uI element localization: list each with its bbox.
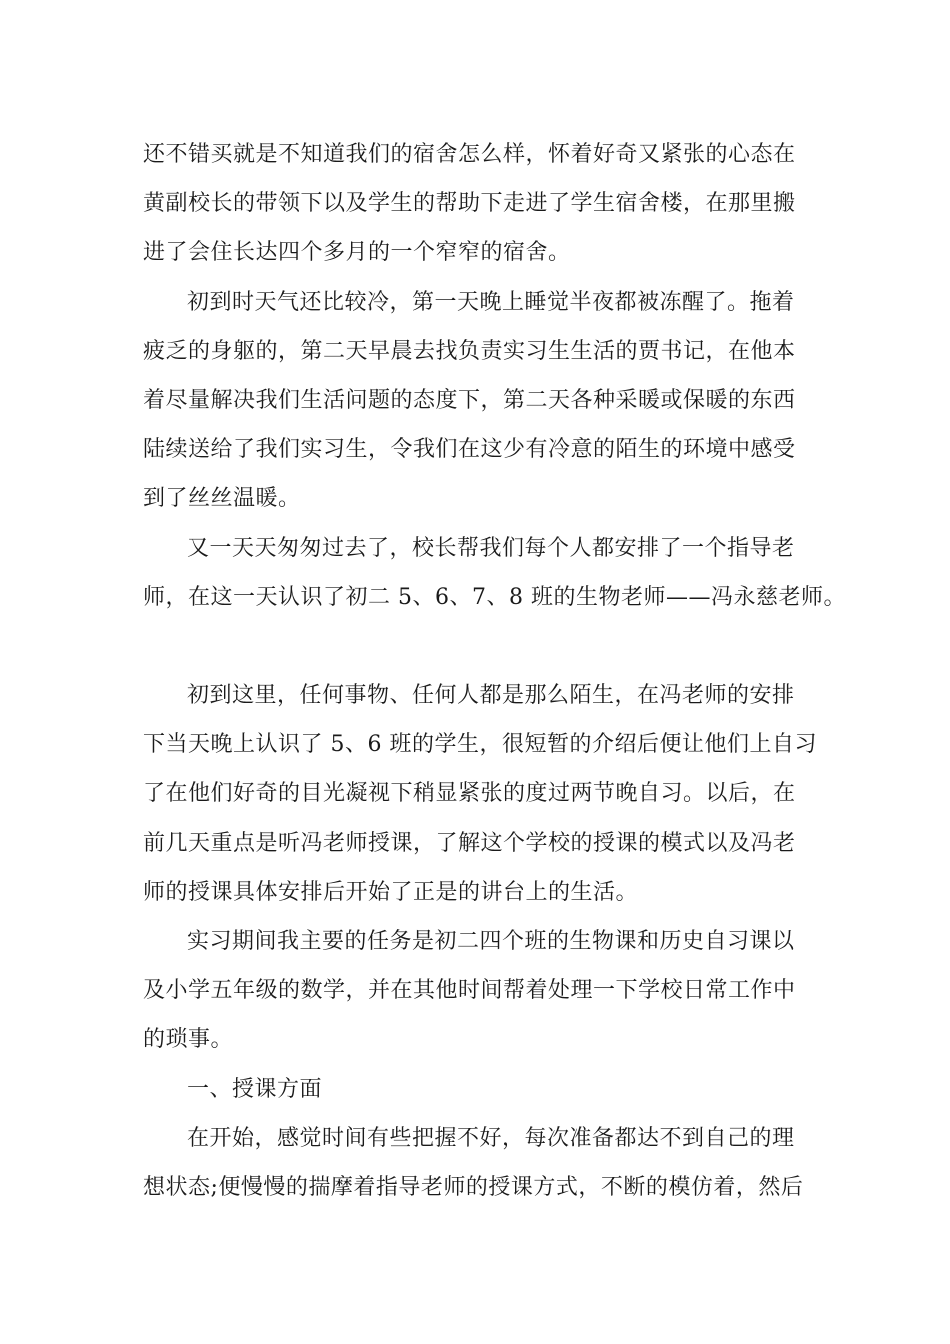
text-line: 实习期间我主要的任务是初二四个班的生物课和历史自习课以 (187, 929, 795, 954)
text-line: 又一天天匆匆过去了，校长帮我们每个人都安排了一个指导老 (187, 535, 795, 561)
text-line: 及小学五年级的数学，并在其他时间帮着处理一下学校日常工作中 (143, 978, 796, 1004)
text-line: 想状态;便慢慢的揣摩着指导老师的授课方式，不断的模仿着，然后 (143, 1174, 804, 1200)
text-line: 陆续送给了我们实习生，令我们在这少有冷意的陌生的环境中感受 (143, 437, 796, 463)
text-line: 了在他们好奇的目光凝视下稍显紧张的度过两节晚自习。以后，在 (143, 781, 796, 807)
text-line: 前几天重点是听冯老师授课，了解这个学校的授课的模式以及冯老 (143, 830, 796, 856)
text-line: 初到这里，任何事物、任何人都是那么陌生，在冯老师的安排 (187, 683, 795, 709)
text-line: 师的授课具体安排后开始了正是的讲台上的生活。 (143, 879, 639, 905)
document-body (143, 130, 846, 1212)
text-line: 疲乏的身躯的，第二天早晨去找负责实习生生活的贾书记，在他本 (143, 338, 796, 364)
text-line: 在开始，感觉时间有些把握不好，每次准备都达不到自己的理 (187, 1125, 795, 1151)
text-line: 黄副校长的带领下以及学生的帮助下走进了学生宿舍楼，在那里搬 (143, 191, 796, 217)
text-line: 下当天晚上认识了 5、6 班的学生，很短暂的介绍后便让他们上自习 (143, 732, 817, 758)
text-line: 还不错买就是不知道我们的宿舍怎么样，怀着好奇又紧张的心态在 (143, 142, 796, 167)
paragraph-gap (143, 622, 823, 671)
text-line: 的琐事。 (143, 1027, 234, 1053)
text-line: 着尽量解决我们生活问题的态度下，第二天各种采暖或保暖的东西 (143, 387, 796, 413)
text-line: 初到时天气还比较冷，第一天晚上睡觉半夜都被冻醒了。拖着 (187, 289, 795, 315)
text-line: 到了丝丝温暖。 (143, 486, 301, 512)
section-heading: 一、授课方面 (187, 1076, 323, 1102)
text-line: 师，在这一天认识了初二 5、6、7、8 班的生物老师——冯永慈老师。 (143, 584, 846, 610)
text-line: 进了会住长达四个多月的一个窄窄的宿舍。 (143, 240, 571, 266)
